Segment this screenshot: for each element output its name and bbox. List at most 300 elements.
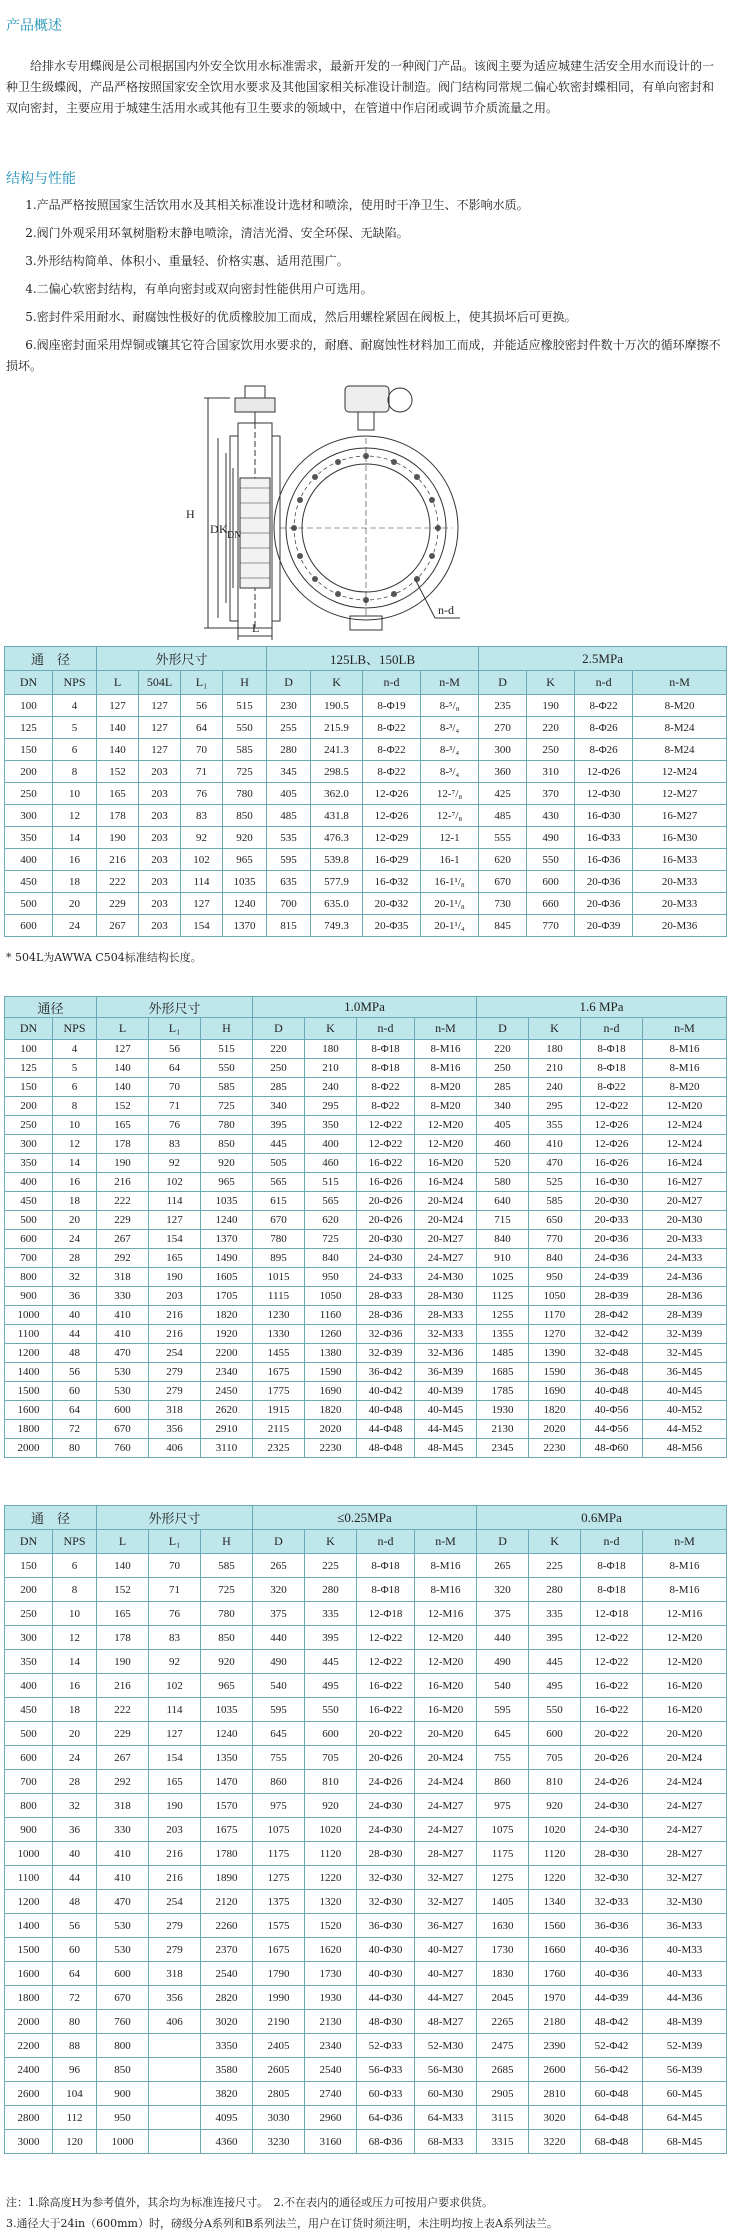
table-cell: 16-Φ33 xyxy=(575,827,633,849)
table-cell: 780 xyxy=(201,1602,253,1626)
column-header: D xyxy=(477,1018,529,1040)
table-cell: 2960 xyxy=(305,2106,357,2130)
column-header: K xyxy=(529,1018,581,1040)
column-header: K xyxy=(311,671,363,695)
table-cell: 20-M27 xyxy=(415,1230,477,1249)
table-cell: 525 xyxy=(529,1173,581,1192)
table-cell: 64-M45 xyxy=(643,2106,727,2130)
table-cell: 2120 xyxy=(201,1890,253,1914)
table-cell: 88 xyxy=(53,2034,97,2058)
table-cell: 229 xyxy=(97,893,139,915)
table-row xyxy=(5,1325,727,1344)
table-cell: 1600 xyxy=(5,1962,53,1986)
table-cell: 24-M33 xyxy=(643,1249,727,1268)
table-cell: 24-M24 xyxy=(643,1770,727,1794)
table-cell: 68-Φ48 xyxy=(581,2130,643,2154)
table-row xyxy=(5,1268,727,1287)
table-cell: 320 xyxy=(253,1578,305,1602)
table-cell: 1220 xyxy=(529,1866,581,1890)
table-cell: 16 xyxy=(53,1674,97,1698)
table-cell: 600 xyxy=(97,1401,149,1420)
table-cell: 965 xyxy=(223,849,267,871)
table-cell: 24-M30 xyxy=(415,1268,477,1287)
table-cell: 64 xyxy=(181,717,223,739)
table-cell: 1355 xyxy=(477,1325,529,1344)
table-cell: 20-Φ30 xyxy=(581,1192,643,1211)
table-cell: 700 xyxy=(5,1249,53,1268)
table-cell: 2390 xyxy=(529,2034,581,2058)
table-cell: 127 xyxy=(97,1040,149,1059)
table-cell: 32-Φ30 xyxy=(581,1866,643,1890)
table-cell: 450 xyxy=(5,1698,53,1722)
table-cell: 32-M39 xyxy=(643,1325,727,1344)
table-cell: 8-M16 xyxy=(643,1578,727,1602)
table-cell: 12-Φ22 xyxy=(581,1650,643,1674)
table-cell: 127 xyxy=(149,1211,201,1230)
table-cell: 250 xyxy=(253,1059,305,1078)
table-cell: 1275 xyxy=(477,1866,529,1890)
table-cell: 40-M52 xyxy=(643,1401,727,1420)
table-cell: 203 xyxy=(149,1287,201,1306)
table-row xyxy=(5,1420,727,1439)
table-cell: 395 xyxy=(529,1626,581,1650)
table-cell: 8-M20 xyxy=(415,1097,477,1116)
table-cell: 40-M45 xyxy=(643,1382,727,1401)
table-cell: 12-Φ22 xyxy=(357,1650,415,1674)
table-cell: 8-Φ18 xyxy=(581,1554,643,1578)
table-cell: 1220 xyxy=(305,1866,357,1890)
table-cell: 1015 xyxy=(253,1268,305,1287)
table-cell: 470 xyxy=(529,1154,581,1173)
table-cell: 400 xyxy=(5,849,53,871)
table-cell: 298.5 xyxy=(311,761,363,783)
table-cell: 1560 xyxy=(529,1914,581,1938)
table-cell: 1455 xyxy=(253,1344,305,1363)
table-cell: 705 xyxy=(305,1746,357,1770)
table-row xyxy=(5,915,727,937)
table-cell: 150 xyxy=(5,1078,53,1097)
table-cell: 92 xyxy=(181,827,223,849)
table-cell: 20-M24 xyxy=(415,1746,477,1770)
table-cell: 3820 xyxy=(201,2082,253,2106)
table-cell: 68-M45 xyxy=(643,2130,727,2154)
table-row xyxy=(5,1059,727,1078)
table-cell: 40-Φ48 xyxy=(581,1382,643,1401)
table-cell: 530 xyxy=(97,1363,149,1382)
table-cell: 16-Φ22 xyxy=(357,1698,415,1722)
table-cell: 8-M16 xyxy=(415,1578,477,1602)
table-cell: 356 xyxy=(149,1986,201,2010)
group-header: 外形尺寸 xyxy=(97,1506,253,1530)
column-header: n-M xyxy=(415,1530,477,1554)
table-cell: 600 xyxy=(527,871,575,893)
table-cell: 16-Φ30 xyxy=(581,1173,643,1192)
table-cell: 585 xyxy=(201,1078,253,1097)
table-cell: 28-Φ36 xyxy=(357,1306,415,1325)
table-cell: 335 xyxy=(305,1602,357,1626)
table-cell: 2740 xyxy=(305,2082,357,2106)
table-cell: 64 xyxy=(53,1401,97,1420)
table-cell: 8-Φ22 xyxy=(581,1078,643,1097)
table-cell: 755 xyxy=(477,1746,529,1770)
column-header: DN xyxy=(5,1530,53,1554)
table-cell: 20-Φ36 xyxy=(575,871,633,893)
table-cell: 2190 xyxy=(253,2010,305,2034)
table-cell: 48-Φ48 xyxy=(357,1439,415,1458)
table-cell: 1600 xyxy=(5,1401,53,1420)
table-cell: 229 xyxy=(97,1211,149,1230)
table-row xyxy=(5,2058,727,2082)
table-cell: 8-Φ18 xyxy=(357,1059,415,1078)
table-cell: 1820 xyxy=(305,1401,357,1420)
table-cell: 540 xyxy=(477,1674,529,1698)
table-row xyxy=(5,1650,727,1674)
table-row xyxy=(5,1344,727,1363)
table-cell: 8-M20 xyxy=(415,1078,477,1097)
table-cell: 550 xyxy=(529,1698,581,1722)
column-header: K xyxy=(305,1530,357,1554)
table-cell: 20-M36 xyxy=(633,915,727,937)
table-cell: 241.3 xyxy=(311,739,363,761)
table-cell: 40-Φ36 xyxy=(581,1938,643,1962)
table-cell: 585 xyxy=(201,1554,253,1578)
table-cell: 3030 xyxy=(253,2106,305,2130)
table-row xyxy=(5,2082,727,2106)
table-cell: 1320 xyxy=(305,1890,357,1914)
table-cell: 60-M45 xyxy=(643,2082,727,2106)
table-cell: 335 xyxy=(529,1602,581,1626)
table-cell: 190 xyxy=(149,1794,201,1818)
table-cell: 20-Φ22 xyxy=(357,1722,415,1746)
table-cell: 8-³/₄ xyxy=(421,761,479,783)
table-cell: 254 xyxy=(149,1344,201,1363)
table-row xyxy=(5,1116,727,1135)
table-cell: 120 xyxy=(53,2130,97,2154)
table-cell: 620 xyxy=(479,849,527,871)
table-cell: 780 xyxy=(253,1230,305,1249)
table-cell: 8-Φ26 xyxy=(575,717,633,739)
table-cell: 52-Φ33 xyxy=(357,2034,415,2058)
table-cell: 2325 xyxy=(253,1439,305,1458)
column-header: n-M xyxy=(421,671,479,695)
table-cell: 216 xyxy=(97,1674,149,1698)
table-cell: 1405 xyxy=(477,1890,529,1914)
table-cell: 975 xyxy=(253,1794,305,1818)
table-cell: 2600 xyxy=(529,2058,581,2082)
table-cell: 670 xyxy=(253,1211,305,1230)
table-cell: 490 xyxy=(477,1650,529,1674)
table-cell: 725 xyxy=(201,1578,253,1602)
table-cell: 40 xyxy=(53,1306,97,1325)
table-cell: 48-M39 xyxy=(643,2010,727,2034)
table-cell: 64 xyxy=(53,1962,97,1986)
table-cell: 910 xyxy=(477,1249,529,1268)
table-cell: 16-Φ26 xyxy=(357,1173,415,1192)
dim-label-l: L xyxy=(252,621,260,635)
table-cell: 32-M36 xyxy=(415,1344,477,1363)
table-cell: 2000 xyxy=(5,1439,53,1458)
table-cell: 1020 xyxy=(529,1818,581,1842)
table-cell: 295 xyxy=(529,1097,581,1116)
table-cell: 2800 xyxy=(5,2106,53,2130)
table-cell: 20-M24 xyxy=(415,1211,477,1230)
table-cell: 1370 xyxy=(223,915,267,937)
table-cell: 28-Φ30 xyxy=(581,1842,643,1866)
column-header: n-d xyxy=(357,1018,415,1040)
table-cell: 16-M27 xyxy=(643,1173,727,1192)
table-cell: 180 xyxy=(305,1040,357,1059)
table-cell: 235 xyxy=(479,695,527,717)
table-cell: 355 xyxy=(529,1116,581,1135)
overview-title: 产品概述 xyxy=(6,18,62,34)
table-cell: 68-M33 xyxy=(415,2130,477,2154)
table-cell: 2345 xyxy=(477,1439,529,1458)
table-cell: 28-M27 xyxy=(415,1842,477,1866)
table-cell: 770 xyxy=(529,1230,581,1249)
table-cell: 20-Φ26 xyxy=(357,1192,415,1211)
table-cell: 44-M45 xyxy=(415,1420,477,1439)
table-cell: 180 xyxy=(529,1040,581,1059)
table-cell: 1690 xyxy=(305,1382,357,1401)
column-header: K xyxy=(529,1530,581,1554)
table-cell: 280 xyxy=(529,1578,581,1602)
table-cell: 12-M20 xyxy=(415,1650,477,1674)
table-cell: 40-M33 xyxy=(643,1962,727,1986)
table-cell: 28-M33 xyxy=(415,1306,477,1325)
group-header: 125LB、150LB xyxy=(267,647,479,671)
table-cell: 345 xyxy=(267,761,311,783)
table-cell: 60 xyxy=(53,1382,97,1401)
table-cell: 292 xyxy=(97,1249,149,1268)
table-cell: 440 xyxy=(253,1626,305,1650)
table-cell: 24-M27 xyxy=(643,1794,727,1818)
table-cell: 600 xyxy=(5,915,53,937)
table-cell: 800 xyxy=(97,2034,149,2058)
table-cell: 190 xyxy=(97,1650,149,1674)
table-cell: 965 xyxy=(201,1674,253,1698)
table-cell: 100 xyxy=(5,695,53,717)
table-cell: 28-Φ33 xyxy=(357,1287,415,1306)
table-cell: 48-Φ30 xyxy=(357,2010,415,2034)
table-row xyxy=(5,1078,727,1097)
column-header: NPS xyxy=(53,1018,97,1040)
table-row xyxy=(5,1770,727,1794)
table-row xyxy=(5,1842,727,1866)
table-cell: 24-M24 xyxy=(415,1770,477,1794)
table-cell: 445 xyxy=(253,1135,305,1154)
table-cell: 1605 xyxy=(201,1268,253,1287)
table-cell: 12-M24 xyxy=(633,761,727,783)
table-row xyxy=(5,1230,727,1249)
column-header: n-M xyxy=(643,1018,727,1040)
table-cell: 1120 xyxy=(305,1842,357,1866)
table-cell: 670 xyxy=(97,1986,149,2010)
table-cell: 12-Φ22 xyxy=(581,1097,643,1116)
table-cell: 140 xyxy=(97,1554,149,1578)
table-cell: 36 xyxy=(53,1287,97,1306)
table-cell: 16-M24 xyxy=(415,1173,477,1192)
table-cell: 1400 xyxy=(5,1363,53,1382)
table-cell: 2605 xyxy=(253,2058,305,2082)
column-header: n-d xyxy=(357,1530,415,1554)
table-cell: 20-Φ36 xyxy=(575,893,633,915)
table-cell: 216 xyxy=(149,1325,201,1344)
table-cell: 24-Φ30 xyxy=(357,1249,415,1268)
table-cell: 44-Φ30 xyxy=(357,1986,415,2010)
table-cell: 250 xyxy=(527,739,575,761)
table-cell: 20-Φ26 xyxy=(357,1746,415,1770)
table-cell: 810 xyxy=(529,1770,581,1794)
table-cell: 8-Φ18 xyxy=(357,1578,415,1602)
table-cell: 450 xyxy=(5,871,53,893)
table-cell: 20-M20 xyxy=(643,1722,727,1746)
table-row xyxy=(5,1287,727,1306)
column-header: L xyxy=(97,1530,149,1554)
table-cell: 44 xyxy=(53,1866,97,1890)
table-cell: 1050 xyxy=(305,1287,357,1306)
column-header: L xyxy=(97,671,139,695)
spec-table-1mpa xyxy=(4,996,727,1458)
table-cell: 1240 xyxy=(223,893,267,915)
table-cell: 20-Φ26 xyxy=(357,1211,415,1230)
table-cell: 1520 xyxy=(305,1914,357,1938)
table-cell: 24-Φ30 xyxy=(357,1818,415,1842)
table-cell: 4 xyxy=(53,1040,97,1059)
table-cell: 550 xyxy=(223,717,267,739)
table-cell: 1000 xyxy=(5,1306,53,1325)
table-cell: 577.9 xyxy=(311,871,363,893)
table-cell: 1260 xyxy=(305,1325,357,1344)
table-cell: 445 xyxy=(305,1650,357,1674)
valve-front-view xyxy=(274,386,460,630)
table-cell: 8 xyxy=(53,1578,97,1602)
table-cell: 406 xyxy=(149,1439,201,1458)
table-cell: 24-Φ39 xyxy=(581,1268,643,1287)
group-header: 0.6MPa xyxy=(477,1506,727,1530)
table-cell: 585 xyxy=(223,739,267,761)
table-cell: 8-Φ18 xyxy=(357,1554,415,1578)
table-cell: 140 xyxy=(97,1078,149,1097)
table-cell: 56 xyxy=(149,1040,201,1059)
overview-text: 给排水专用蝶阀是公司根据国内外安全饮用水标准需求，最新开发的一种阀门产品。该阀主要为适应城建生活安全用水而设计的一种卫生级蝶阀，产品严格按照国家安全饮用水要求及其他国家相关标准设计制造。阀门结构同常规二偏心软密封蝶相同，有单向密封和双向密封，主要应用于城建生活用水或其他有卫生要求的领域中，在管道中作启闭或调节介质流量之用。 xyxy=(6,59,715,115)
table-cell: 8-Φ18 xyxy=(581,1578,643,1602)
table-cell: 530 xyxy=(97,1938,149,1962)
table-cell: 1620 xyxy=(305,1938,357,1962)
table-cell: 350 xyxy=(305,1116,357,1135)
table-cell: 530 xyxy=(97,1914,149,1938)
table-row xyxy=(5,1097,727,1116)
table-row xyxy=(5,1363,727,1382)
table-cell: 360 xyxy=(479,761,527,783)
table-cell: 28-M39 xyxy=(643,1306,727,1325)
table-cell: 8-Φ22 xyxy=(363,717,421,739)
column-header: n-d xyxy=(575,671,633,695)
table-cell: 20 xyxy=(53,1211,97,1230)
table-cell xyxy=(149,2082,201,2106)
group-header: 2.5MPa xyxy=(479,647,727,671)
table-cell: 8-M20 xyxy=(643,1078,727,1097)
table-row xyxy=(5,827,727,849)
table-cell: 279 xyxy=(149,1938,201,1962)
table-cell: 48 xyxy=(53,1890,97,1914)
table-row xyxy=(5,1986,727,2010)
table-cell: 32-Φ48 xyxy=(581,1344,643,1363)
table-cell: 8-Φ22 xyxy=(357,1097,415,1116)
table-cell: 318 xyxy=(149,1962,201,1986)
table-cell: 725 xyxy=(223,761,267,783)
table-cell: 550 xyxy=(305,1698,357,1722)
table-cell: 635.0 xyxy=(311,893,363,915)
table-cell: 3000 xyxy=(5,2130,53,2154)
table-cell: 300 xyxy=(5,805,53,827)
table-cell: 20-Φ32 xyxy=(363,893,421,915)
table-cell: 102 xyxy=(149,1674,201,1698)
table-cell: 12-⁷/₈ xyxy=(421,805,479,827)
group-header: 通 径 xyxy=(5,1506,97,1530)
structure-item-4: 4.二偏心软密封结构，有单向密封或双向密封性能供用户可选用。 xyxy=(25,282,373,296)
table-cell: 254 xyxy=(149,1890,201,1914)
table-cell: 16-1¹/₈ xyxy=(421,871,479,893)
table-row xyxy=(5,1866,727,1890)
table-cell: 14 xyxy=(53,1650,97,1674)
table-cell xyxy=(149,2130,201,2154)
table-cell: 1035 xyxy=(201,1192,253,1211)
table-cell: 40-Φ42 xyxy=(357,1382,415,1401)
table-cell: 48 xyxy=(53,1344,97,1363)
table-cell: 6 xyxy=(53,1554,97,1578)
table-cell: 2020 xyxy=(529,1420,581,1439)
table-cell: 44-M36 xyxy=(643,1986,727,2010)
table-cell: 20-1¹/₈ xyxy=(421,893,479,915)
table-cell: 32-M27 xyxy=(643,1866,727,1890)
table-cell: 36-Φ48 xyxy=(581,1363,643,1382)
column-header: NPS xyxy=(53,1530,97,1554)
table-cell: 4 xyxy=(53,695,97,717)
structure-item-6: 6.阀座密封面采用焊铜或镶其它符合国家饮用水要求的，耐磨、耐腐蚀性材料加工而成，并能适应橡胶密封件数十万次的循环摩擦不损坏。 xyxy=(6,338,721,373)
table-cell: 330 xyxy=(97,1287,149,1306)
table-cell: 36-Φ42 xyxy=(357,1363,415,1382)
table-cell: 8-Φ22 xyxy=(575,695,633,717)
table-cell: 32 xyxy=(53,1268,97,1287)
table-cell: 83 xyxy=(149,1626,201,1650)
table-cell: 24-M27 xyxy=(415,1818,477,1842)
table-cell: 250 xyxy=(477,1059,529,1078)
table-cell: 16-Φ22 xyxy=(581,1698,643,1722)
table-cell: 8 xyxy=(53,761,97,783)
table-cell: 850 xyxy=(97,2058,149,2082)
table-cell: 400 xyxy=(5,1173,53,1192)
table-cell: 40-Φ48 xyxy=(357,1401,415,1420)
table-cell: 152 xyxy=(97,1097,149,1116)
table-cell: 920 xyxy=(305,1794,357,1818)
table-cell: 40-Φ30 xyxy=(357,1962,415,1986)
table-cell: 895 xyxy=(253,1249,305,1268)
table-cell: 860 xyxy=(253,1770,305,1794)
table-cell: 2230 xyxy=(305,1439,357,1458)
table-row xyxy=(5,1818,727,1842)
column-header: 504L xyxy=(139,671,181,695)
table-cell: 1075 xyxy=(477,1818,529,1842)
table-cell: 16-M20 xyxy=(415,1674,477,1698)
table-cell: 700 xyxy=(267,893,311,915)
table-cell: 150 xyxy=(5,1554,53,1578)
table-cell: 12-Φ26 xyxy=(581,1116,643,1135)
table-cell: 12-M16 xyxy=(643,1602,727,1626)
table-cell: 600 xyxy=(5,1230,53,1249)
table-cell: 470 xyxy=(97,1344,149,1363)
table-cell: 1200 xyxy=(5,1344,53,1363)
table-cell: 8-M16 xyxy=(643,1059,727,1078)
